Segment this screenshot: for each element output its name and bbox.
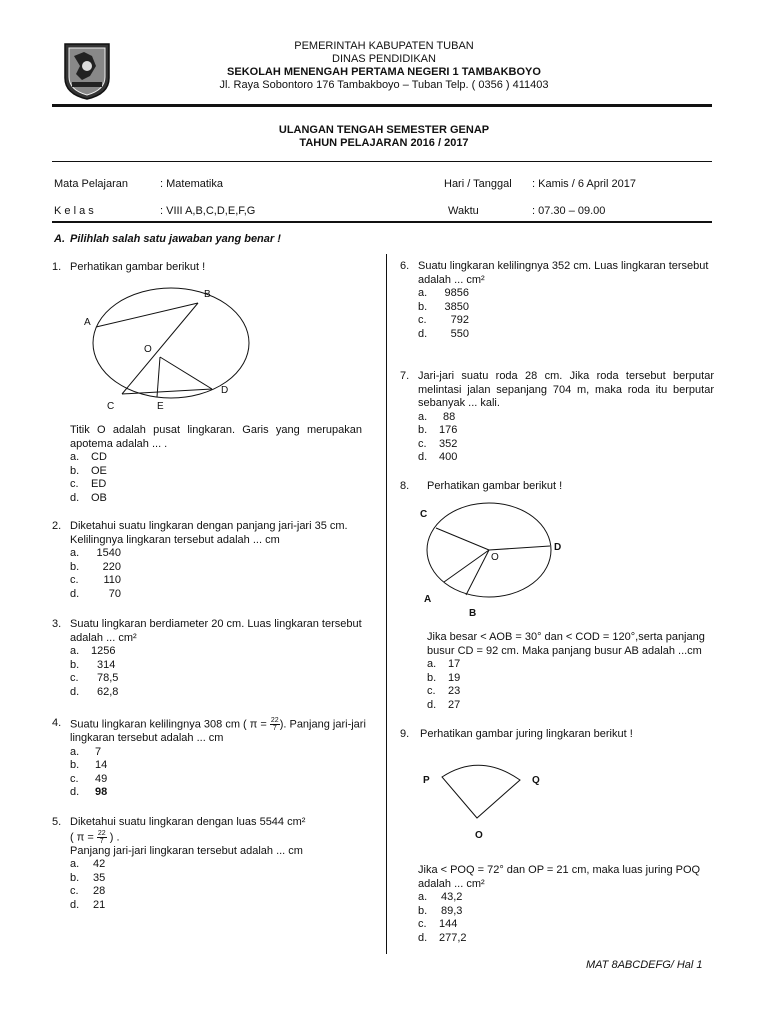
option-d[interactable]: d. 62,8 — [70, 685, 119, 698]
header-divider — [52, 104, 712, 107]
option-d[interactable]: d. 21 — [70, 898, 106, 911]
question-stem: Diketahui suatu lingkaran dengan panjang jari-jari 35 cm. Kelilingnya lingkaran tersebut adalah ... cm — [70, 520, 348, 546]
option-c[interactable]: c. 28 — [70, 885, 106, 897]
option-c[interactable]: c. 144 — [418, 918, 458, 930]
option-d[interactable]: d. 550 — [418, 327, 469, 340]
question-stem: Perhatikan gambar juring lingkaran berikut ! — [420, 728, 633, 740]
date-value: : Kamis / 6 April 2017 — [532, 178, 636, 190]
section-letter: A. — [54, 233, 65, 245]
option-a[interactable]: a. 43,2 — [418, 891, 463, 903]
question-pi-note: ( π = $\frac{22}{7}$ ) . — [70, 829, 120, 845]
point-P-label: P — [423, 775, 430, 786]
answer-options — [70, 547, 380, 601]
question-number: 9. — [400, 728, 410, 740]
option-b[interactable]: b. OE — [70, 464, 107, 477]
question-stem-2: Jika besar < AOB = 30° dan < COD = 120°,serta panjang busur CD = 92 cm. Maka panjang busur AB adalah ...cm — [427, 631, 705, 657]
option-b[interactable]: b. 14 — [70, 759, 108, 771]
q8-circle-figure — [418, 500, 578, 620]
answer-options — [70, 451, 362, 505]
option-d[interactable]: d. OB — [70, 491, 107, 504]
point-A-label: A — [424, 594, 432, 605]
point-O-label: O — [144, 344, 152, 355]
option-a[interactable]: a. 1540 — [70, 547, 121, 559]
answer-options — [70, 858, 370, 912]
question-stem: Perhatikan gambar berikut ! — [427, 480, 563, 492]
option-a[interactable]: a. 1256 — [70, 645, 116, 657]
option-a[interactable]: a. 88 — [418, 410, 456, 423]
question-number: 7. — [400, 370, 410, 382]
question-stem-2: Panjang jari-jari lingkaran tersebut adalah ... cm — [70, 844, 303, 857]
question-stem: Suatu lingkaran kelilingnya 352 cm. Luas lingkaran tersebut adalah ... cm² — [418, 260, 709, 286]
point-A-label: A — [84, 317, 91, 328]
option-b[interactable]: b. 89,3 — [418, 904, 463, 917]
government-name: PEMERINTAH KABUPATEN TUBAN — [294, 40, 474, 52]
question-stem: Suatu lingkaran berdiameter 20 cm. Luas lingkaran tersebut adalah ... cm² — [70, 618, 362, 644]
option-b[interactable]: b. 3850 — [418, 300, 469, 313]
info-divider — [52, 221, 712, 223]
question-number: 6. — [400, 260, 410, 272]
question-5 — [52, 816, 370, 912]
point-C-label: C — [420, 509, 428, 520]
option-d[interactable]: d. 98 — [70, 786, 108, 798]
point-B-label: B — [469, 608, 477, 619]
subject-value: : Matematika — [160, 178, 223, 190]
question-number: 1. — [52, 261, 62, 273]
question-9 — [400, 728, 720, 742]
question-3 — [52, 618, 380, 699]
time-label: Waktu — [448, 205, 479, 217]
option-b[interactable]: b. 220 — [70, 560, 121, 573]
option-a[interactable]: a. 42 — [70, 858, 106, 870]
answer-options — [70, 645, 380, 699]
option-b[interactable]: b. 176 — [418, 424, 458, 436]
answer-options — [418, 287, 718, 341]
question-number: 2. — [52, 520, 62, 532]
time-value: : 07.30 – 09.00 — [532, 205, 606, 217]
option-a[interactable]: a. CD — [70, 451, 107, 463]
option-c[interactable]: c. ED — [70, 478, 107, 490]
option-c[interactable]: c. 792 — [418, 314, 469, 326]
question-stem: Perhatikan gambar berikut ! — [70, 261, 206, 273]
q9-sector-figure — [420, 760, 560, 842]
question-number: 4. — [52, 717, 62, 729]
column-divider — [386, 254, 387, 954]
option-a[interactable]: a. 9856 — [418, 287, 469, 299]
question-4 — [52, 717, 370, 800]
question-stem-2: Jika < POQ = 72° dan OP = 21 cm, maka luas juring POQ adalah ... cm² — [418, 864, 701, 890]
question-stem: Jari-jari suatu roda 28 cm. Jika roda tersebut berputar melintasi jalan sepanjang 704 m, maka roda itu berputar sebanyak ... kali. — [418, 370, 714, 409]
option-d[interactable]: d. 400 — [418, 451, 458, 463]
date-label: Hari / Tanggal — [444, 178, 512, 190]
option-d[interactable]: d. 277,2 — [418, 931, 467, 944]
question-number: 8. — [400, 480, 410, 492]
question-6 — [400, 260, 718, 341]
option-d[interactable]: d. 27 — [427, 698, 461, 711]
class-label: K e l a s — [54, 205, 94, 217]
section-instruction: Pilihlah salah satu jawaban yang benar ! — [70, 233, 281, 245]
answer-options — [70, 746, 370, 800]
question-number: 3. — [52, 618, 62, 630]
question-stem: Diketahui suatu lingkaran dengan luas 5544 cm² — [70, 816, 306, 828]
option-d[interactable]: d. 70 — [70, 587, 121, 600]
option-a[interactable]: a. 7 — [70, 745, 102, 758]
option-a[interactable]: a. 17 — [427, 658, 461, 670]
question-stem: Suatu lingkaran kelilingnya 308 cm ( π = $\frac{22}{7}$ ). Panjang jari-jari lingkaran tersebut adalah ... cm — [70, 717, 366, 744]
point-E-label: E — [157, 401, 164, 412]
option-c[interactable]: c. 49 — [70, 772, 108, 785]
question-1 — [52, 261, 370, 275]
exam-title: ULANGAN TENGAH SEMESTER GENAP — [278, 124, 490, 136]
option-c[interactable]: c. 110 — [70, 574, 121, 586]
department-name: DINAS PENDIDIKAN — [332, 53, 436, 65]
point-C-label: C — [107, 401, 115, 412]
subject-label: Mata Pelajaran — [54, 178, 128, 190]
answer-options — [418, 891, 718, 945]
question-8 — [400, 480, 727, 494]
title-divider — [52, 161, 712, 162]
option-c[interactable]: c. 352 — [418, 437, 458, 450]
option-b[interactable]: b. 314 — [70, 658, 116, 671]
option-b[interactable]: b. 35 — [70, 871, 106, 884]
pi-fraction: $\frac{22}{7}$ — [97, 829, 106, 845]
point-O-label: O — [475, 830, 483, 841]
point-B-label: B — [204, 289, 211, 300]
class-value: : VIII A,B,C,D,E,F,G — [160, 205, 256, 217]
pi-fraction: $\frac{22}{7}$ — [270, 717, 279, 732]
question-1-body — [52, 424, 362, 505]
point-D-label: D — [221, 385, 229, 396]
option-c[interactable]: c. 78,5 — [70, 672, 119, 684]
question-9-body — [400, 864, 718, 945]
point-O-label: O — [491, 552, 499, 563]
point-D-label: D — [554, 542, 562, 553]
school-address: Jl. Raya Sobontoro 176 Tambakboyo – Tuban Telp. ( 0356 ) 411403 — [219, 79, 549, 91]
answer-options — [427, 658, 727, 712]
question-7 — [400, 370, 714, 465]
option-b[interactable]: b. 19 — [427, 671, 461, 684]
exam-year: TAHUN PELAJARAN 2016 / 2017 — [299, 137, 469, 149]
page-footer: MAT 8ABCDEFG/ Hal 1 — [586, 959, 703, 971]
point-Q-label: Q — [532, 775, 540, 786]
question-2 — [52, 520, 380, 601]
question-number: 5. — [52, 816, 62, 828]
question-stem-2: Titik O adalah pusat lingkaran. Garis yang merupakan apotema adalah ... . — [70, 424, 362, 450]
question-8-body — [400, 631, 727, 712]
school-name: SEKOLAH MENENGAH PERTAMA NEGERI 1 TAMBAKBOYO — [227, 66, 541, 78]
answer-options — [418, 411, 714, 465]
q1-circle-figure — [80, 285, 240, 410]
option-c[interactable]: c. 23 — [427, 685, 461, 697]
